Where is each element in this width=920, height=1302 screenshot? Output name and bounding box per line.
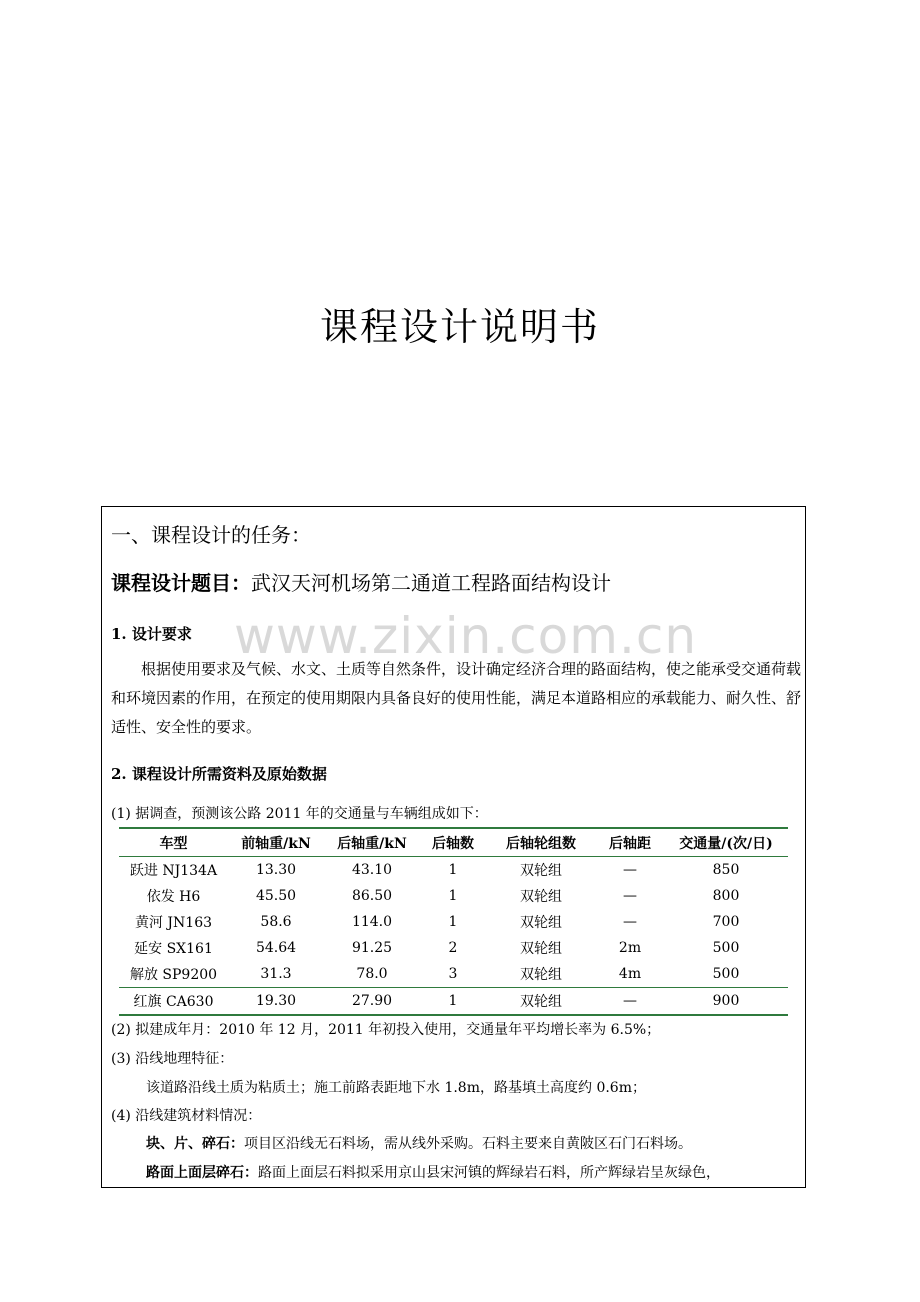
table-row: [119, 857, 788, 884]
item-4-b-text: 路面上面层石料拟采用京山县宋河镇的辉绿岩石料，所产辉绿岩呈灰绿色，: [258, 1165, 720, 1181]
requirements-heading: 1. 设计要求: [111, 625, 192, 643]
table-cell: 27.90: [324, 988, 420, 1016]
table-cell: 双轮组: [520, 967, 562, 983]
task-frame: [101, 506, 806, 1188]
table-cell: 双轮组: [486, 988, 596, 1016]
table-cell: 900: [664, 988, 788, 1016]
table-cell: 2: [448, 940, 458, 956]
table-cell: 1: [448, 914, 458, 930]
table-cell: 跃进 NJ134A: [129, 863, 218, 879]
column-header: 交通量/(次/日): [664, 828, 788, 857]
table-row: [119, 961, 788, 988]
table-cell: 58.6: [260, 914, 292, 930]
item-3: (3) 沿线地理特征：: [111, 1051, 234, 1067]
column-header: 前轴重/kN: [228, 828, 324, 857]
table-cell: 双轮组: [520, 889, 562, 905]
table-cell: 黄河 JN163: [134, 915, 213, 931]
table-cell: 红旗 CA630: [119, 988, 228, 1016]
column-header: 后轴重/kN: [324, 828, 420, 857]
table-cell: 850: [712, 862, 740, 878]
table-cell: —: [623, 914, 637, 930]
table-cell: 依发 H6: [146, 889, 201, 905]
column-header: 后轴距: [596, 828, 664, 857]
table-row: [119, 909, 788, 935]
table-cell: 500: [712, 940, 740, 956]
item-4: (4) 沿线建筑材料情况：: [111, 1108, 262, 1124]
table-header-row: [119, 828, 788, 857]
document-title: 课程设计说明书: [319, 305, 600, 349]
table-cell: 解放 SP9200: [129, 967, 218, 983]
table-cell: 700: [712, 914, 740, 930]
table-cell: —: [596, 988, 664, 1016]
item-4-b-label: 路面上面层碎石：: [146, 1165, 258, 1181]
table-cell: —: [623, 888, 637, 904]
table-cell: 双轮组: [520, 863, 562, 879]
table-cell: 延安 SX161: [134, 941, 213, 957]
table-row: [119, 988, 788, 1016]
table-cell: 4m: [618, 966, 642, 982]
table-cell: 19.30: [228, 988, 324, 1016]
item-4-a-text: 项目区沿线无石料场，需从线外采购。石料主要来自黄陂区石门石料场。: [244, 1136, 692, 1152]
topic-line: [111, 567, 611, 596]
table-cell: —: [623, 862, 637, 878]
table-cell: 91.25: [351, 940, 393, 956]
item-2: (2) 拟建成年月：2010 年 12 月，2011 年初投入使用，交通量年平均增长率为 6.5%；: [111, 1022, 661, 1038]
column-header: 后轴轮组数: [486, 828, 596, 857]
traffic-table: [119, 827, 788, 1016]
table-cell: 双轮组: [520, 941, 562, 957]
table-cell: 31.3: [260, 966, 292, 982]
table-cell: 2m: [618, 940, 642, 956]
table-cell: 43.10: [351, 862, 393, 878]
table-cell: 54.64: [255, 940, 297, 956]
topic-label: 课程设计题目：: [111, 571, 251, 595]
topic-text: 武汉天河机场第二通道工程路面结构设计: [251, 571, 611, 595]
watermark: www.zixin.com.cn: [234, 607, 698, 665]
table-cell: 1: [448, 888, 458, 904]
table-cell: 86.50: [351, 888, 393, 904]
column-header: 后轴数: [420, 828, 486, 857]
item-4-b: [146, 1162, 720, 1182]
item-4-a-label: 块、片、碎石：: [146, 1136, 244, 1152]
item-1: (1) 据调查，预测该公路 2011 年的交通量与车辆组成如下：: [111, 806, 488, 822]
table-cell: 45.50: [255, 888, 297, 904]
item-4-a: [146, 1133, 692, 1153]
table-cell: 800: [712, 888, 740, 904]
item-3-detail: 该道路沿线土质为粘质土；施工前路表距地下水 1.8m，路基填土高度约 0.6m；: [146, 1080, 646, 1096]
table-cell: 1: [448, 862, 458, 878]
table-cell: 3: [448, 966, 458, 982]
section-heading: 一、课程设计的任务：: [111, 523, 311, 547]
table-cell: 双轮组: [520, 915, 562, 931]
column-header: 车型: [119, 828, 228, 857]
table-cell: 1: [420, 988, 486, 1016]
table-cell: 13.30: [255, 862, 297, 878]
table-row: [119, 935, 788, 961]
data-heading: 2. 课程设计所需资料及原始数据: [111, 765, 327, 783]
table-row: [119, 883, 788, 909]
requirements-paragraph: 根据使用要求及气候、水文、土质等自然条件，设计确定经济合理的路面结构，使之能承受交通荷载和环境因素的作用，在预定的使用期限内具备良好的使用性能，满足本道路相应的承载能力、耐久性、舒适性、安全性的要求。: [111, 660, 802, 736]
table-cell: 114.0: [351, 914, 393, 930]
table-cell: 78.0: [356, 966, 388, 982]
table-cell: 500: [712, 966, 740, 982]
